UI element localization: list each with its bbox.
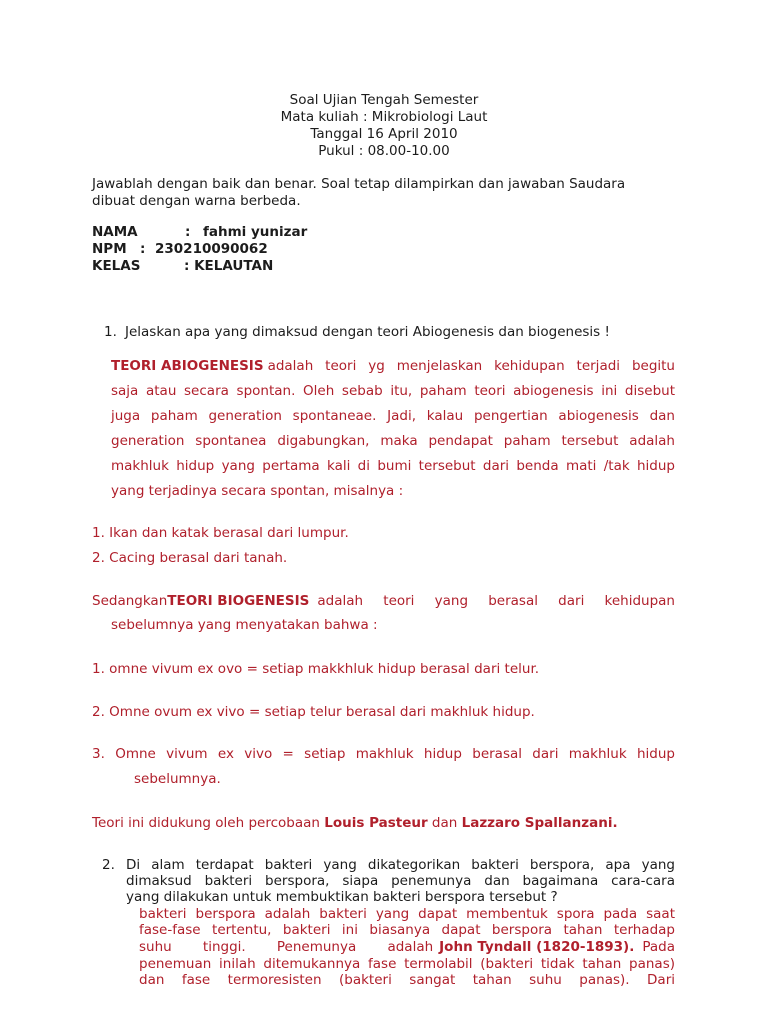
abiogenesis-line-5: makhluk hidup yang pertama kali di bumi tersebut dari benda mati /tak hidup [111,458,675,474]
question-1-number: 1. [104,324,117,340]
support-prefix: Teori ini didukung oleh percobaan [92,815,325,831]
abiogenesis-line-1-text: adalah teori yg menjelaskan kehidupan terjadi begitu [267,358,675,374]
course-name: Mata kuliah : Mikrobiologi Laut [280,109,488,125]
question-2-line-3: yang dilakukan untuk membuktikan bakteri berspora tersebut ? [126,889,558,905]
answer-2-line-4: penemuan inilah ditemukannya fase termolabil (bakteri tidak tahan panas) [139,956,675,972]
answer-2-line-2: fase-fase tertentu, bakteri ini biasanya dapat berspora tahan terhadap [139,922,675,938]
question-2-line-1: Di alam terdapat bakteri yang dikategorikan bakteri berspora, apa yang [126,857,675,873]
abiogenesis-line-1 [111,358,675,374]
student-class-value: : KELAUTAN [184,258,274,274]
biogenesis-point-3: 3. Omne vivum ex vivo = setiap makhluk hidup berasal dari makhluk hidup [92,746,675,762]
question-1-text: Jelaskan apa yang dimaksud dengan teori Abiogenesis dan biogenesis ! [125,324,610,340]
biogenesis-point-3-cont: sebelumnya. [134,771,221,787]
answer-2-line-5: dan fase termoresisten (bakteri sangat tahan suhu panas). Dari [139,972,675,988]
student-npm-label: NPM [92,241,127,257]
exam-date: Tanggal 16 April 2010 [310,126,458,142]
instructions-line-1: Jawablah dengan baik dan benar. Soal tetap dilampirkan dan jawaban Saudara [92,176,626,192]
answer-2-line-1: bakteri berspora adalah bakteri yang dapat membentuk spora pada saat [139,906,675,922]
abiogenesis-line-3: juga paham generation spontaneae. Jadi, kalau pengertian abiogenesis dan [111,408,675,424]
question-2-number: 2. [102,857,115,873]
answer-2-line-3-prefix: suhu tinggi. Penemunya adalah [139,939,434,955]
answer-2-line-3-suffix: Pada [642,939,675,955]
biogenesis-prefix: Sedangkan [92,593,168,609]
student-npm-sep: : [140,241,146,257]
answer-2-line-3 [139,939,675,956]
biogenesis-term: TEORI BIOGENESIS [167,593,310,609]
support-sentence [92,815,618,832]
biogenesis-line-1 [92,593,675,610]
question-2-line-2: dimaksud bakteri berspora, siapa penemunya dan bagaimana cara-cara [126,873,675,889]
support-mid: dan [427,815,462,831]
discoverer-name: John Tyndall (1820-1893). [439,939,635,955]
biogenesis-point-1: 1. omne vivum ex ovo = setiap makkhluk hidup berasal dari telur. [92,661,540,677]
abiogenesis-line-6: yang terjadinya secara spontan, misalnya : [111,483,404,499]
student-npm-value: 230210090062 [155,241,268,257]
exam-time: Pukul : 08.00-10.00 [318,143,450,159]
student-name-label: NAMA [92,224,138,240]
abiogenesis-term: TEORI ABIOGENESIS [111,358,264,374]
abiogenesis-example-2: 2. Cacing berasal dari tanah. [92,550,288,566]
abiogenesis-line-2: saja atau secara spontan. Oleh sebab itu, paham teori abiogenesis ini disebut [111,383,675,399]
biogenesis-suffix: adalah teori yang berasal dari kehidupan [317,593,675,609]
biogenesis-line-2: sebelumnya yang menyatakan bahwa : [111,617,378,633]
student-name-sep: : [185,224,191,240]
instructions-line-2: dibuat dengan warna berbeda. [92,193,301,209]
abiogenesis-line-4: generation spontanea digabungkan, maka pendapat paham tersebut adalah [111,433,675,449]
abiogenesis-example-1: 1. Ikan dan katak berasal dari lumpur. [92,525,349,541]
student-class-label: KELAS [92,258,141,274]
biogenesis-point-2: 2. Omne ovum ex vivo = setiap telur berasal dari makhluk hidup. [92,704,535,720]
support-name-spallanzani: Lazzaro Spallanzani. [461,815,618,831]
exam-title: Soal Ujian Tengah Semester [289,92,479,108]
support-name-pasteur: Louis Pasteur [324,815,428,831]
student-name-value: fahmi yunizar [203,224,308,240]
